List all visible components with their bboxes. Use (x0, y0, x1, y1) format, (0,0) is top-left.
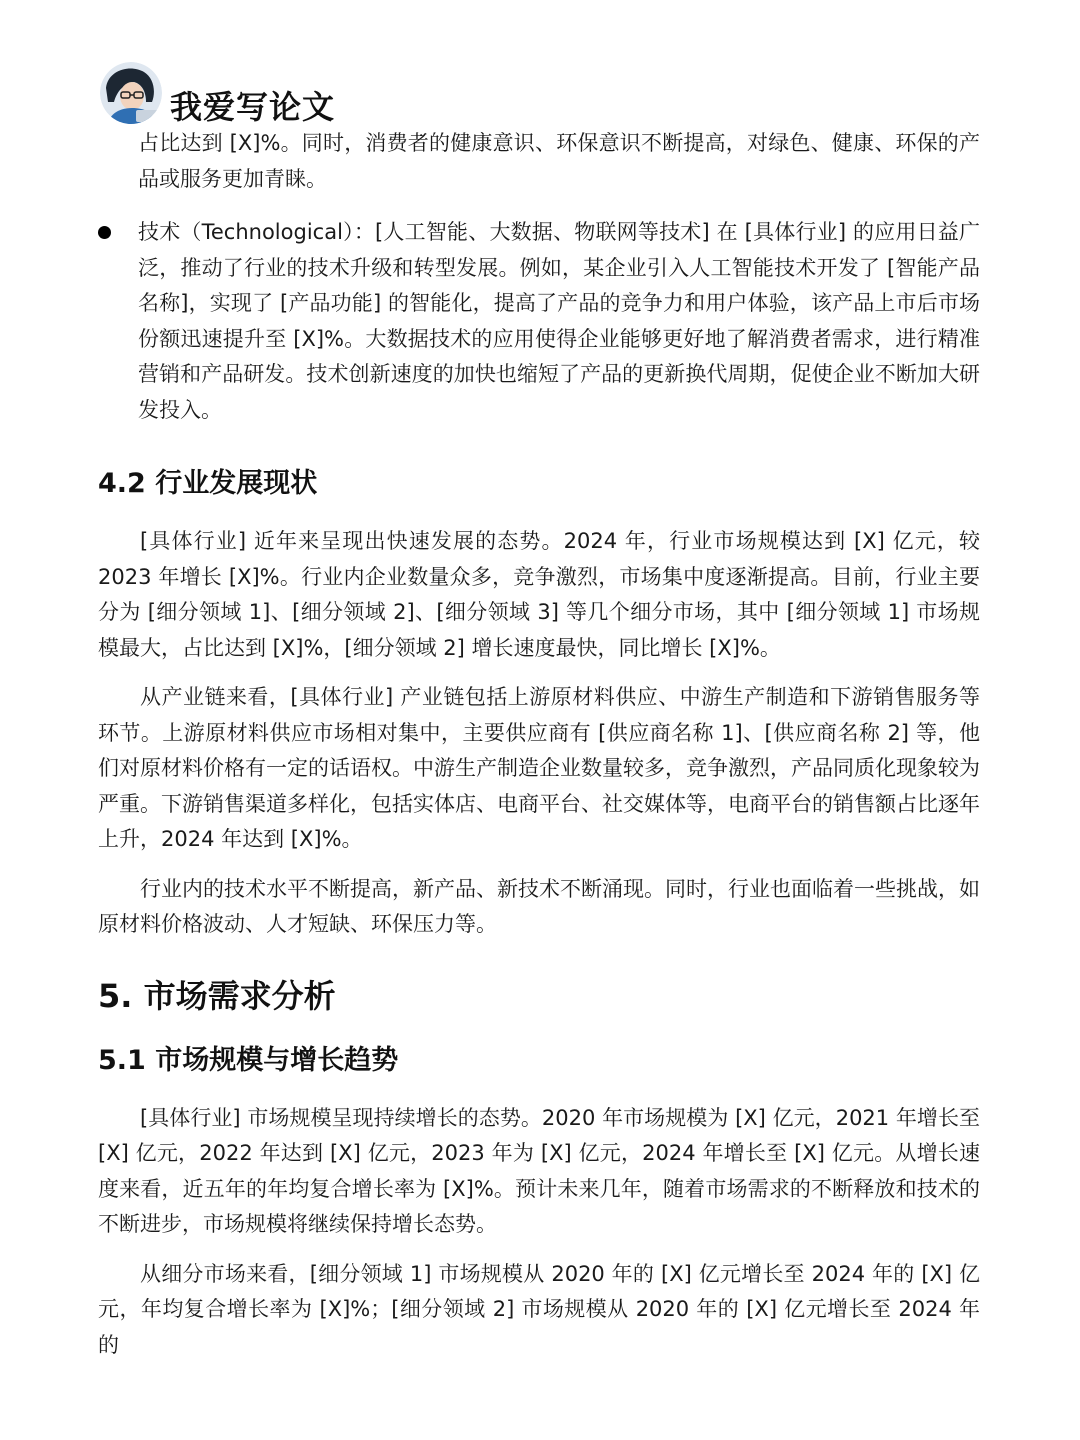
section-5-1-paragraph-1: [具体行业] 市场规模呈现持续增长的态势。2020 年市场规模为 [X] 亿元，2021 年增长至 [X] 亿元，2022 年达到 [X] 亿元，2023 年为 [X] 亿元，2024 年增长至 [X] 亿元。从增长速度来看，近五年的年均复合增长率为 [X]%。预计未来几年，随着市场需求的不断释放和技术的不断进步，市场规模将继续保持增长态势。 (98, 1105, 980, 1236)
section-4-2-heading: 4.2 行业发展现状 (98, 468, 318, 499)
section-5-heading: 5. 市场需求分析 (98, 976, 336, 1015)
bullet-technological-text: 技术（Technological）：[人工智能、大数据、物联网等技术] 在 [具体行业] 的应用日益广泛，推动了行业的技术升级和转型发展。例如，某企业引入人工智能技术开发了 [智能产品名称]，实现了 [产品功能] 的智能化，提高了产品的竞争力和用户体验，该产品上市后市场份额迅速提升至 [X]%。大数据技术的应用使得企业能够更好地了解消费者需求，进行精准营销和产品研发。技术创新速度的加快也缩短了产品的更新换代周期，促使企业不断加大研发投入。 (138, 220, 980, 422)
bullet-item-technological (98, 215, 980, 428)
bullet-social-continuation: 占比达到 [X]%。同时，消费者的健康意识、环保意识不断提高，对绿色、健康、环保的产品或服务更加青睐。 (138, 131, 980, 191)
section-4-2-paragraph-3: 行业内的技术水平不断提高，新产品、新技术不断涌现。同时，行业也面临着一些挑战，如原材料价格波动、人才短缺、环保压力等。 (98, 876, 980, 936)
logo-text: 我爱写论文 (170, 88, 336, 126)
section-5-1-paragraph-2: 从细分市场来看，[细分领域 1] 市场规模从 2020 年的 [X] 亿元增长至 2024 年的 [X] 亿元，年均复合增长率为 [X]%；[细分领域 2] 市场规模从 2020 年的 [X] 亿元增长至 2024 年的 (98, 1261, 980, 1357)
bullet-dot-icon (98, 226, 111, 239)
section-5-1-heading: 5.1 市场规模与增长趋势 (98, 1044, 399, 1076)
section-4-2-paragraph-1: [具体行业] 近年来呈现出快速发展的态势。2024 年，行业市场规模达到 [X] 亿元，较 2023 年增长 [X]%。行业内企业数量众多，竞争激烈，市场集中度逐渐提高。目前，行业主要分为 [细分领域 1]、[细分领域 2]、[细分领域 3] 等几个细分市场，其中 [细分领域 1] 市场规模最大，占比达到 [X]%，[细分领域 2] 增长速度最快，同比增长 [X]%。 (98, 529, 980, 660)
section-4-2-paragraph-2: 从产业链来看，[具体行业] 产业链包括上游原材料供应、中游生产制造和下游销售服务等环节。上游原材料供应市场相对集中，主要供应商有 [供应商名称 1]、[供应商名称 2] 等，他们对原材料价格有一定的话语权。中游生产制造企业数量较多，竞争激烈，产品同质化现象较为严重。下游销售渠道多样化，包括实体店、电商平台、社交媒体等，电商平台的销售额占比逐年上升，2024 年达到 [X]%。 (98, 685, 980, 851)
logo (100, 62, 360, 132)
avatar-icon (100, 62, 162, 124)
document-body (98, 126, 980, 1377)
